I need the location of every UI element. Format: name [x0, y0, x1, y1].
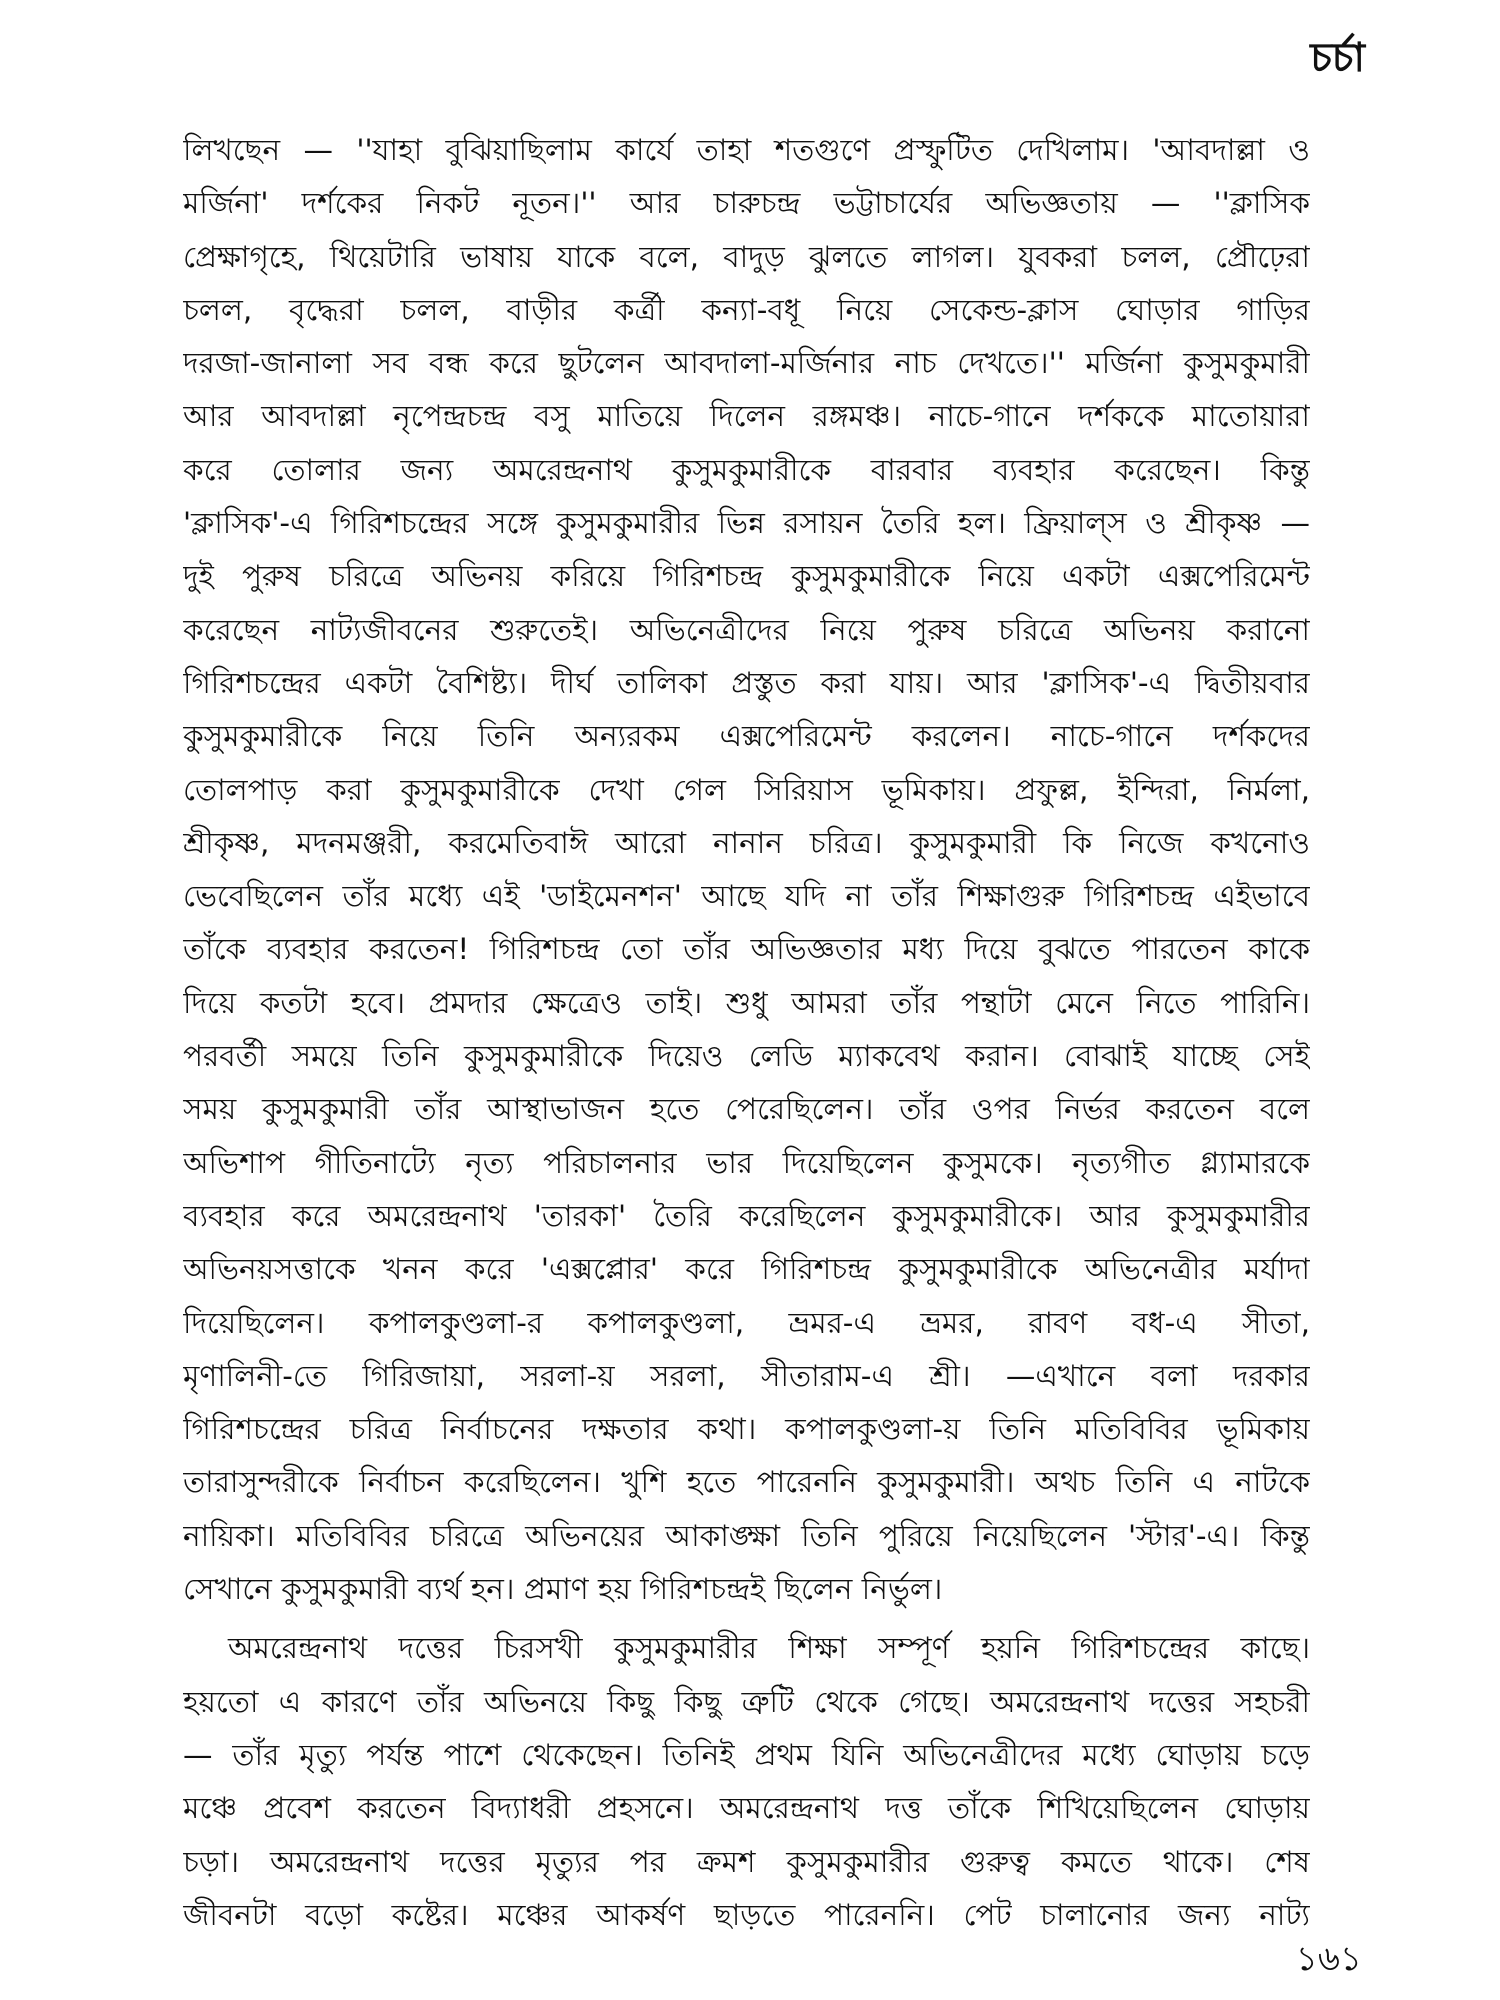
text-line: চড়া। অমরেন্দ্রনাথ দত্তের মৃত্যুর পর ক্রমশ কুসুমকুমারীর গুরুত্ব কমতে থাকে। শেষ	[183, 1844, 1310, 1879]
text-line: মর্জিনা' দর্শকের নিকট নূতন।'' আর চারুচন্দ্র ভট্টাচার্যের অভিজ্ঞতায় — ''ক্লাসিক	[183, 186, 1310, 221]
text-line: মৃণালিনী-তে গিরিজায়া, সরলা-য় সরলা, সীতারাম-এ শ্রী। —এখানে বলা দরকার	[183, 1358, 1310, 1393]
text-line: সেখানে কুসুমকুমারী ব্যর্থ হন। প্রমাণ হয় গিরিশচন্দ্রই ছিলেন নির্ভুল।	[183, 1572, 943, 1607]
text-line: আর আবদাল্লা নৃপেন্দ্রচন্দ্র বসু মাতিয়ে দিলেন রঙ্গমঞ্চ। নাচে-গানে দর্শককে মাতোয়ারা	[183, 399, 1310, 434]
text-line: প্রেক্ষাগৃহে, থিয়েটারি ভাষায় যাকে বলে, বাদুড় ঝুলতে লাগল। যুবকরা চলল, প্রৌঢ়েরা	[183, 239, 1310, 274]
text-line: হয়তো এ কারণে তাঁর অভিনয়ে কিছু কিছু ত্রুটি থেকে গেছে। অমরেন্দ্রনাথ দত্তের সহচরী	[183, 1684, 1310, 1719]
text-line: দিয়ে কতটা হবে। প্রমদার ক্ষেত্রেও তাই। শুধু আমরা তাঁর পন্থাটা মেনে নিতে পারিনি।	[183, 985, 1310, 1020]
running-head: চর্চা	[1310, 35, 1365, 81]
text-line: ব্যবহার করে অমরেন্দ্রনাথ 'তারকা' তৈরি করেছিলেন কুসুমকুমারীকে। আর কুসুমকুমারীর	[183, 1198, 1310, 1233]
text-line: করে তোলার জন্য অমরেন্দ্রনাথ কুসুমকুমারীকে বারবার ব্যবহার করেছেন। কিন্তু	[183, 452, 1310, 487]
body-text	[183, 124, 1310, 1942]
text-line: 'ক্লাসিক'-এ গিরিশচন্দ্রের সঙ্গে কুসুমকুমারীর ভিন্ন রসায়ন তৈরি হল। ফ্রিয়াল্স ও শ্রীকৃষ্ণ —	[183, 506, 1310, 541]
text-line: গিরিশচন্দ্রের চরিত্র নির্বাচনের দক্ষতার কথা। কপালকুণ্ডলা-য় তিনি মতিবিবির ভূমিকায়	[183, 1412, 1310, 1447]
text-line: — তাঁর মৃত্যু পর্যন্ত পাশে থেকেছেন। তিনিই প্রথম যিনি অভিনেত্রীদের মধ্যে ঘোড়ায় চড়ে	[183, 1737, 1310, 1772]
text-line: শ্রীকৃষ্ণ, মদনমঞ্জরী, করমেতিবাঈ আরো নানান চরিত্র। কুসুমকুমারী কি নিজে কখনোও	[183, 825, 1310, 860]
text-line: তোলপাড় করা কুসুমকুমারীকে দেখা গেল সিরিয়াস ভূমিকায়। প্রফুল্ল, ইন্দিরা, নির্মলা,	[183, 772, 1310, 807]
text-line: তারাসুন্দরীকে নির্বাচন করেছিলেন। খুশি হতে পারেননি কুসুমকুমারী। অথচ তিনি এ নাটকে	[183, 1465, 1310, 1500]
text-line: কুসুমকুমারীকে নিয়ে তিনি অন্যরকম এক্সপেরিমেন্ট করলেন। নাচে-গানে দর্শকদের	[183, 719, 1310, 754]
text-line: মঞ্চে প্রবেশ করতেন বিদ্যাধরী প্রহসনে। অমরেন্দ্রনাথ দত্ত তাঁকে শিখিয়েছিলেন ঘোড়ায়	[183, 1791, 1310, 1826]
text-line: জীবনটা বড়ো কষ্টের। মঞ্চের আকর্ষণ ছাড়তে পারেননি। পেট চালানোর জন্য নাট্য	[183, 1897, 1310, 1932]
text-line: অমরেন্দ্রনাথ দত্তের চিরসখী কুসুমকুমারীর শিক্ষা সম্পূর্ণ হয়নি গিরিশচন্দ্রের কাছে।	[228, 1631, 1310, 1666]
text-line: অভিনয়সত্তাকে খনন করে 'এক্সপ্লোর' করে গিরিশচন্দ্র কুসুমকুমারীকে অভিনেত্রীর মর্যাদা	[183, 1252, 1310, 1287]
text-line: চলল, বৃদ্ধেরা চলল, বাড়ীর কর্ত্রী কন্যা-বধূ নিয়ে সেকেন্ড-ক্লাস ঘোড়ার গাড়ির	[183, 292, 1310, 327]
paragraph-1	[183, 124, 1310, 1616]
text-line: নায়িকা। মতিবিবির চরিত্রে অভিনয়ের আকাঙ্ক্ষা তিনি পুরিয়ে নিয়েছিলেন 'স্টার'-এ। কিন্তু	[183, 1518, 1310, 1553]
text-line: পরবর্তী সময়ে তিনি কুসুমকুমারীকে দিয়েও লেডি ম্যাকবেথ করান। বোঝাই যাচ্ছে সেই	[183, 1039, 1310, 1074]
text-line: লিখছেন — ''যাহা বুঝিয়াছিলাম কার্যে তাহা শতগুণে প্রস্ফুটিত দেখিলাম। 'আবদাল্লা ও	[183, 133, 1310, 167]
text-line: করেছেন নাট্যজীবনের শুরুতেই। অভিনেত্রীদের নিয়ে পুরুষ চরিত্রে অভিনয় করানো	[183, 612, 1310, 647]
paragraph-2	[183, 1622, 1310, 1942]
text-line: ভেবেছিলেন তাঁর মধ্যে এই 'ডাইমেনশন' আছে যদি না তাঁর শিক্ষাগুরু গিরিশচন্দ্র এইভাবে	[183, 879, 1310, 914]
text-line: তাঁকে ব্যবহার করতেন! গিরিশচন্দ্র তো তাঁর অভিজ্ঞতার মধ্য দিয়ে বুঝতে পারতেন কাকে	[183, 932, 1310, 967]
text-line: দুই পুরুষ চরিত্রে অভিনয় করিয়ে গিরিশচন্দ্র কুসুমকুমারীকে নিয়ে একটা এক্সপেরিমেন্ট	[183, 559, 1310, 594]
text-line: গিরিশচন্দ্রের একটা বৈশিষ্ট্য। দীর্ঘ তালিকা প্রস্তুত করা যায়। আর 'ক্লাসিক'-এ দ্বিতীয়বার	[183, 665, 1310, 700]
page-number: ১৬১	[1295, 1939, 1362, 1979]
text-line: সময় কুসুমকুমারী তাঁর আস্থাভাজন হতে পেরেছিলেন। তাঁর ওপর নির্ভর করতেন বলে	[183, 1092, 1310, 1127]
text-line: দিয়েছিলেন। কপালকুণ্ডলা-র কপালকুণ্ডলা, ভ্রমর-এ ভ্রমর, রাবণ বধ-এ সীতা,	[183, 1305, 1310, 1340]
text-line: অভিশাপ গীতিনাট্যে নৃত্য পরিচালনার ভার দিয়েছিলেন কুসুমকে। নৃত্যগীত গ্ল্যামারকে	[183, 1145, 1310, 1180]
text-line: দরজা-জানালা সব বন্ধ করে ছুটলেন আবদালা-মর্জিনার নাচ দেখতে।'' মর্জিনা কুসুমকুমারী	[183, 346, 1310, 381]
